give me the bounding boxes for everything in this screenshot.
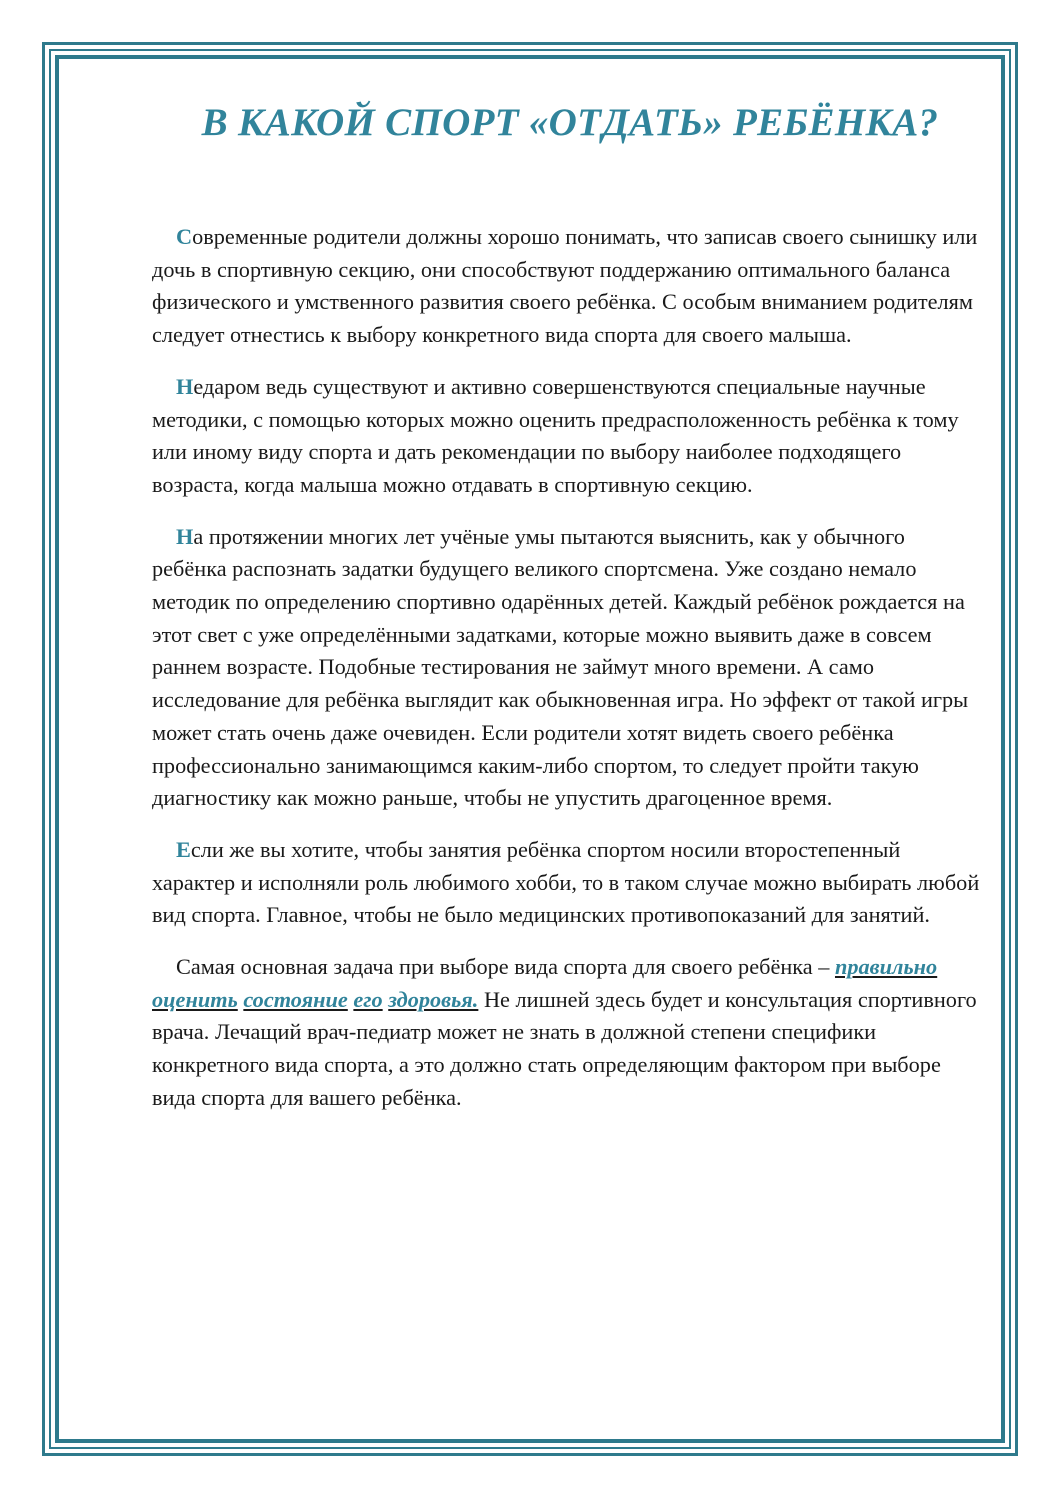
paragraph-text: едаром ведь существуют и активно совершенствуются специальные научные методики, с помощью которых можно оценить предрасположенность ребёнка к тому или иному виду спорта и дать рекомендации по выбору наиболее подходящего возраста, когда малыша можно отдавать в спортивную секцию. — [152, 373, 959, 497]
paragraph-3 — [152, 521, 982, 815]
paragraph-initial: Н — [176, 523, 194, 549]
page-title: В КАКОЙ СПОРТ «ОТДАТЬ» РЕБЁНКА? — [201, 101, 939, 144]
paragraph-text: овременные родители должны хорошо понимать, что записав своего сынишку или дочь в спортивную секцию, они способствуют поддержанию оптимального баланса физического и умственного развития своего ребёнка. С особым вниманием родителям следует отнестись к выбору конкретного вида спорта для своего малыша. — [152, 224, 978, 348]
paragraph-5 — [152, 951, 982, 1115]
paragraph-text-after-link: Не лишней здесь будет и консультация спортивного врача. Лечащий врач-педиатр может не знать в должной степени специфики конкретного вида спорта, а это должно стать определяющим фактором при выборе вида спорта для вашего ребёнка. — [152, 986, 977, 1110]
paragraph-4 — [152, 834, 982, 932]
health-link-word[interactable]: состояние — [243, 986, 348, 1012]
paragraph-text: сли же вы хотите, чтобы занятия ребёнка спортом носили второстепенный характер и исполняли роль любимого хобби, то в таком случае можно выбирать любой вид спорта. Главное, чтобы не было медицинских противопоказаний для занятий. — [152, 836, 980, 928]
article-body — [152, 221, 982, 1134]
health-link-word[interactable]: оценить — [152, 986, 238, 1012]
health-link-word[interactable]: его — [353, 986, 383, 1012]
paragraph-initial: Н — [176, 373, 194, 399]
paragraph-initial: Е — [176, 836, 191, 862]
paragraph-text: а протяжении многих лет учёные умы пытаются выяснить, как у обычного ребёнка распознать задатки будущего великого спортсмена. Уже создано немало методик по определению спортивно одарённых детей. Каждый ребёнок рождается на этот свет с уже определёнными задатками, которые можно выявить даже в совсем раннем возрасте. Подобные тестирования не займут много времени. А само исследование для ребёнка выглядит как обыкновенная игра. Но эффект от такой игры может стать очень даже очевиден. Если родители хотят видеть своего ребёнка профессионально занимающимся каким-либо спортом, то следует пройти такую диагностику как можно раньше, чтобы не упустить драгоценное время. — [152, 523, 969, 811]
paragraph-1 — [152, 221, 982, 352]
paragraph-initial: С — [176, 224, 193, 249]
health-link-word[interactable]: здоровья. — [388, 986, 479, 1012]
health-link-word[interactable]: правильно — [834, 954, 938, 980]
paragraph-2 — [152, 371, 982, 502]
paragraph-text-before-link: Самая основная задача при выборе вида спорта для своего ребёнка – — [176, 954, 830, 980]
